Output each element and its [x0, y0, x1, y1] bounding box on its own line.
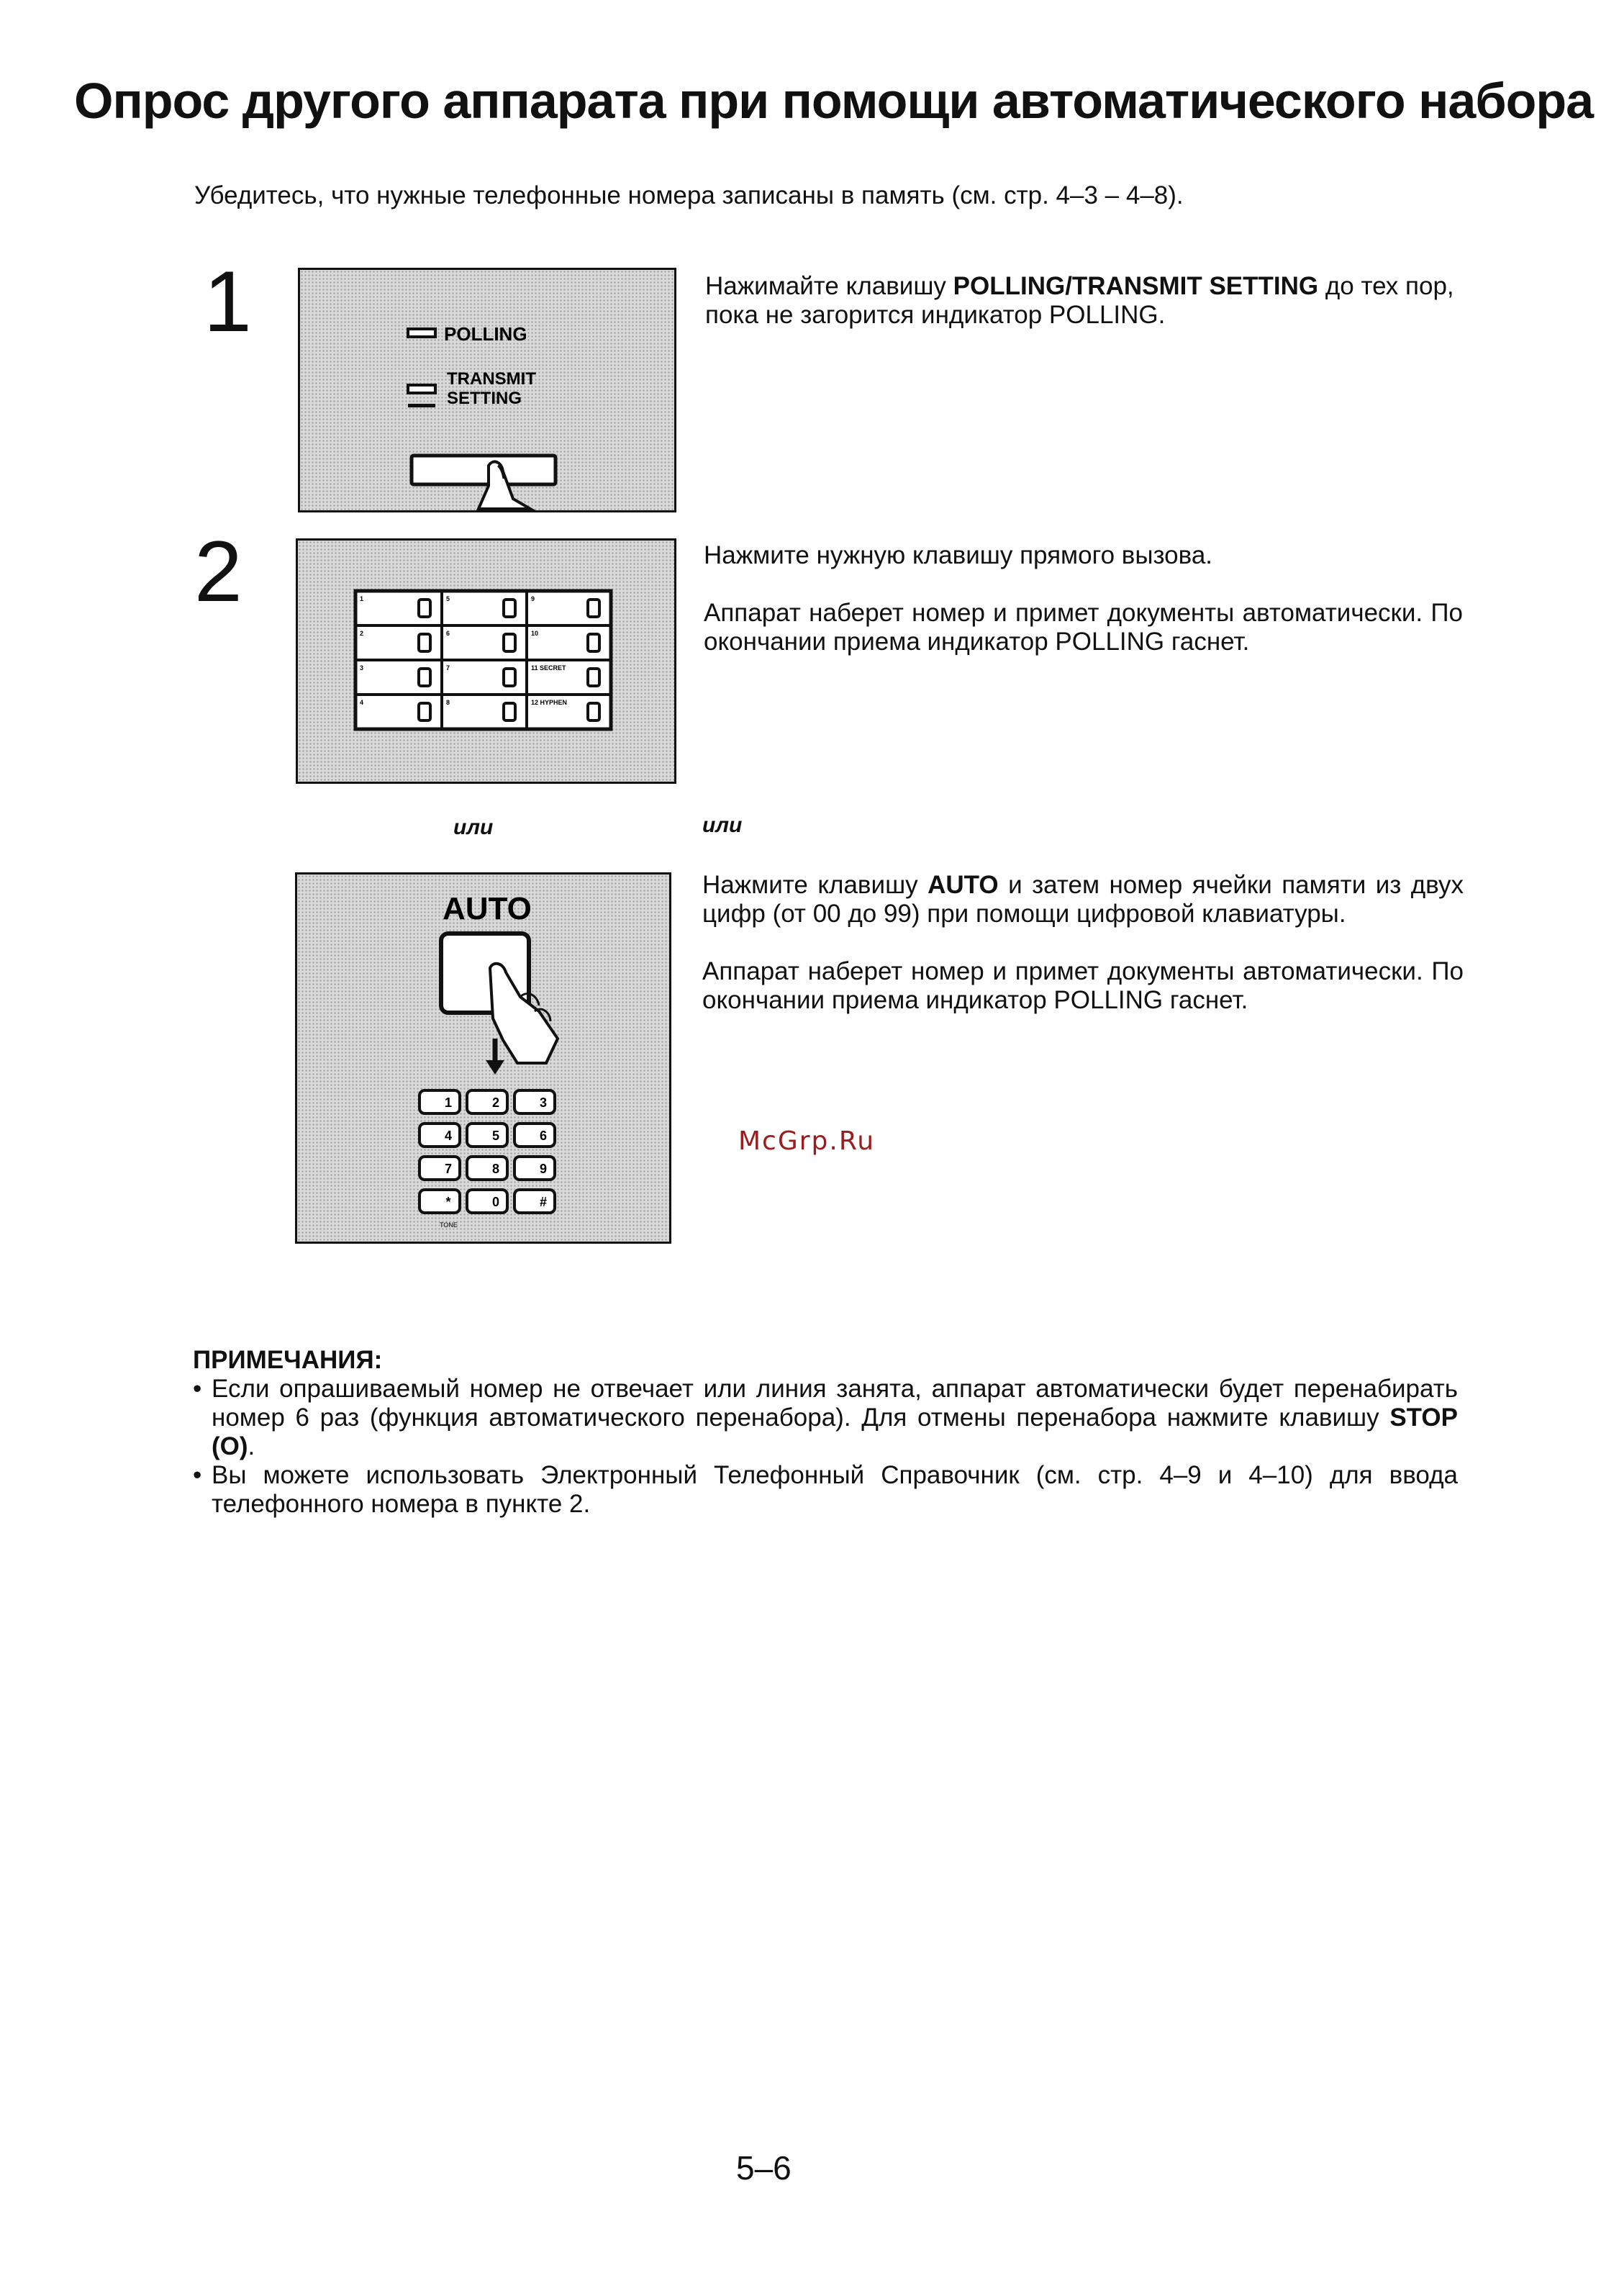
numeric-key-icon	[420, 1157, 460, 1180]
page-title: Опрос другого аппарата при помощи автоматического набора	[74, 73, 1594, 129]
polling-indicator-icon	[408, 329, 435, 337]
numeric-key-icon	[467, 1124, 507, 1147]
numeric-key-label: 4	[444, 1129, 453, 1143]
auto-label: AUTO	[443, 891, 532, 926]
watermark: McGrp.Ru	[738, 1126, 876, 1156]
numeric-key-label: 8	[491, 1162, 500, 1176]
alt-text-a: Нажмите клавишу AUTO и затем номер ячейки памяти из двух цифр (от 00 до 99) при помощи цифровой клавиатуры.	[702, 871, 1464, 928]
one-touch-key-label: 5	[446, 595, 450, 602]
one-touch-key-icon	[419, 669, 430, 686]
stop-key-name: STOP (O)	[212, 1404, 1458, 1460]
note-1: • Если опрашиваемый номер не отвечает или линия занята, аппарат автоматически будет перенабирать номер 6 раз (функция автоматического перенабора). Для отмены перенабора нажмите клавишу STOP (O).	[193, 1375, 1458, 1460]
one-touch-key-icon	[588, 634, 599, 651]
or-right: или	[702, 813, 743, 837]
auto-dial-drawing	[297, 874, 669, 1242]
numeric-keypad	[420, 1090, 555, 1213]
one-touch-key-label: 10	[531, 630, 539, 637]
one-touch-key-icon	[588, 600, 599, 617]
numeric-key-icon	[467, 1090, 507, 1113]
step-2-text	[704, 541, 1463, 685]
numeric-key-label: #	[539, 1195, 548, 1209]
numeric-key-label: 9	[539, 1162, 548, 1176]
step-1-text: Нажимайте клавишу POLLING/TRANSMIT SETTING до тех пор, пока не загорится индикатор POLLING.	[705, 272, 1454, 329]
numeric-key-icon	[514, 1090, 555, 1113]
bullet-icon: •	[193, 1375, 202, 1403]
numeric-key-label: *	[445, 1195, 451, 1209]
step-2-text-a: Нажмите нужную клавишу прямого вызова.	[704, 541, 1213, 569]
notes-title: ПРИМЕЧАНИЯ:	[193, 1346, 383, 1374]
numeric-key-icon	[467, 1157, 507, 1180]
one-touch-key-label: 1	[360, 595, 364, 602]
one-touch-key-icon	[419, 634, 430, 651]
notes-list	[193, 1375, 1458, 1519]
polling-transmit-key-icon	[412, 456, 555, 484]
numeric-key-label: 7	[444, 1162, 453, 1176]
step-2-number: 2	[194, 523, 242, 620]
polling-panel-drawing	[300, 270, 674, 510]
one-touch-key-label: 3	[360, 664, 364, 672]
one-touch-keypad-drawing	[298, 541, 674, 782]
polling-label: POLLING	[444, 323, 527, 345]
one-touch-key-icon	[504, 634, 515, 651]
one-touch-key-icon	[504, 703, 515, 720]
one-touch-key-label: 7	[446, 664, 450, 672]
one-touch-key-label: 4	[360, 699, 364, 706]
alt-text	[702, 871, 1464, 1044]
one-touch-key-icon	[504, 669, 515, 686]
setting-label: SETTING	[447, 389, 522, 408]
one-touch-key-icon	[419, 703, 430, 720]
numeric-key-icon	[420, 1124, 460, 1147]
numeric-key-label: 1	[444, 1095, 453, 1110]
numeric-key-icon	[514, 1157, 555, 1180]
step-2-illustration	[296, 538, 676, 784]
one-touch-key-icon	[588, 669, 599, 686]
one-touch-key-icon	[419, 600, 430, 617]
one-touch-key-icon	[588, 703, 599, 720]
alt-text-b: Аппарат наберет номер и примет документы автоматически. По окончании приема индикатор POLLING гаснет.	[702, 957, 1464, 1014]
numeric-key-icon	[514, 1124, 555, 1147]
bullet-icon: •	[193, 1461, 202, 1489]
numeric-key-label: 0	[491, 1195, 500, 1209]
setting-bar-icon	[408, 404, 435, 407]
numeric-key-icon	[420, 1190, 460, 1213]
polling-transmit-setting-key-name: POLLING/TRANSMIT SETTING	[953, 272, 1319, 300]
numeric-key-label: 6	[539, 1129, 548, 1143]
transmit-label: TRANSMIT	[447, 369, 536, 389]
numeric-key-icon	[514, 1190, 555, 1213]
one-touch-key-label: 8	[446, 699, 450, 706]
step-1-number: 1	[204, 253, 252, 350]
one-touch-key-label: 12 HYPHEN	[531, 699, 568, 706]
one-touch-key-label: 9	[531, 595, 535, 602]
tone-label: TONE	[440, 1221, 458, 1229]
auto-key-name: AUTO	[928, 871, 999, 899]
transmit-indicator-icon	[408, 385, 435, 393]
numeric-key-label: 2	[491, 1095, 500, 1110]
note-2: • Вы можете использовать Электронный Телефонный Справочник (см. стр. 4–9 и 4–10) для ввода телефонного номера в пункте 2.	[193, 1461, 1458, 1518]
one-touch-key-icon	[504, 600, 515, 617]
one-touch-key-label: 2	[360, 630, 364, 637]
numeric-key-label: 3	[539, 1095, 548, 1110]
step-2-text-b: Аппарат наберет номер и примет документы автоматически. По окончании приема индикатор POLLING гаснет.	[704, 599, 1463, 656]
one-touch-key-label: 11 SECRET	[531, 664, 566, 672]
step-1-illustration	[298, 268, 676, 512]
one-touch-key-label: 6	[446, 630, 450, 637]
numeric-key-label: 5	[491, 1129, 500, 1143]
numeric-key-icon	[467, 1190, 507, 1213]
or-left: или	[453, 815, 494, 839]
auto-illustration	[295, 872, 671, 1244]
numeric-key-icon	[420, 1090, 460, 1113]
page-number: 5–6	[736, 2149, 792, 2187]
intro-text: Убедитесь, что нужные телефонные номера записаны в память (см. стр. 4–3 – 4–8).	[194, 181, 1184, 209]
